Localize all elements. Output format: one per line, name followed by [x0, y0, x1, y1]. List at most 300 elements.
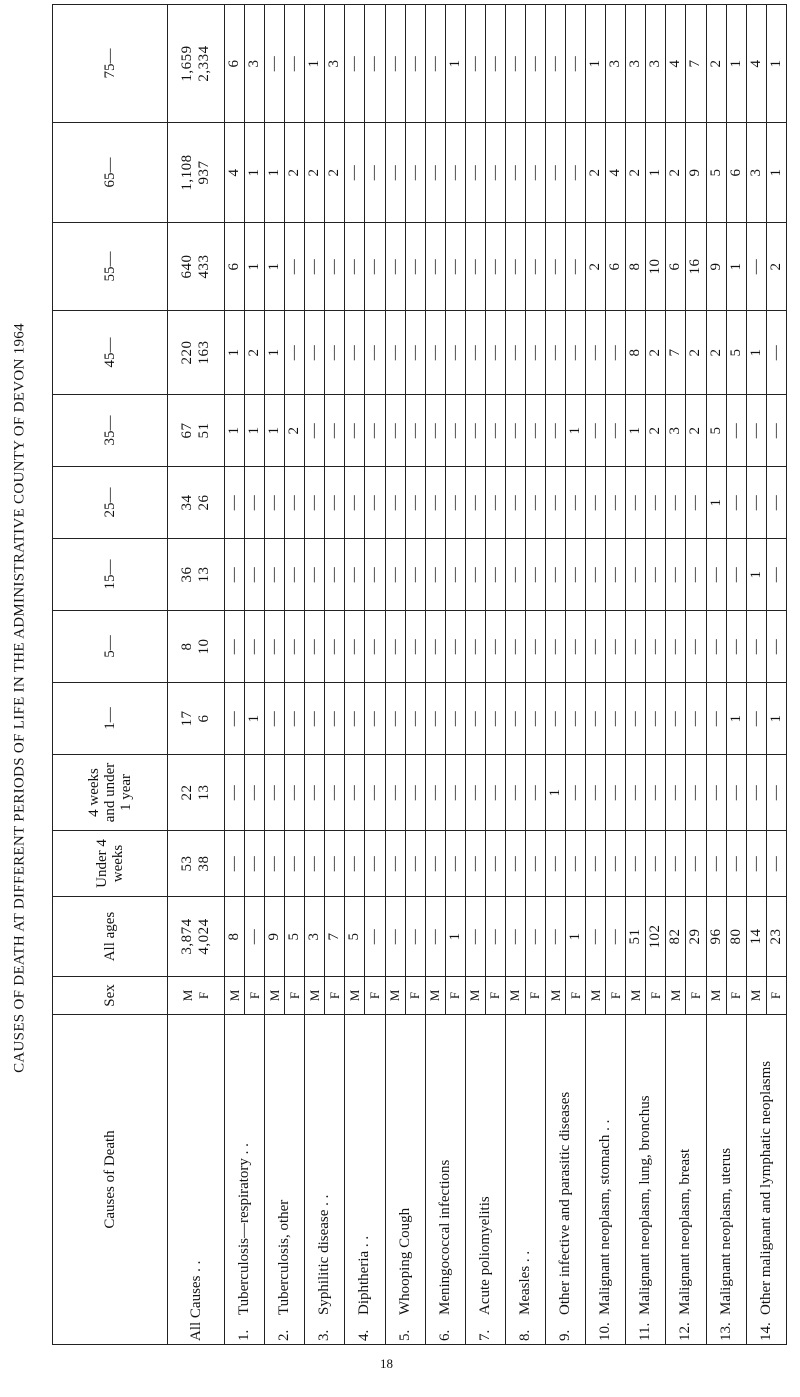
value-cell: 2 [586, 223, 606, 311]
value-cell: — [285, 755, 305, 831]
value-cell: — [405, 683, 425, 755]
value-f: 433 [196, 254, 212, 279]
value-cell: — [606, 755, 626, 831]
value-cell: 2 [245, 311, 265, 395]
page-number: 18 [380, 1356, 393, 1371]
value-cell: — [566, 755, 586, 831]
value-cell: — [546, 311, 566, 395]
cause-name: Measles . . [516, 1250, 533, 1315]
value-cell: — [405, 311, 425, 395]
value-cell: — [566, 611, 586, 683]
value-cell: — [325, 683, 345, 755]
value-cell: — [325, 755, 345, 831]
value-cell: 23 [766, 897, 786, 977]
page-title: CAUSES OF DEATH AT DIFFERENT PERIODS OF LIFE IN THE ADMINISTRATIVE COUNTY OF DEVON 1964 [11, 323, 28, 1073]
value-cell: — [606, 831, 626, 897]
value-cell: — [285, 5, 305, 123]
value-cell: — [425, 467, 445, 539]
sex-cell: F [365, 977, 385, 1015]
value-cell: 14 [746, 897, 766, 977]
table-row [706, 5, 726, 1345]
value-cell: — [405, 123, 425, 223]
col-header-age-15: 15— [53, 539, 168, 611]
value-cell: — [686, 467, 706, 539]
value-cell: — [546, 395, 566, 467]
value-cell: — [666, 755, 686, 831]
value-cell: — [485, 5, 505, 123]
col-header-age-45: 45— [53, 311, 168, 395]
cause-label [746, 1015, 786, 1345]
value-cell: — [746, 223, 766, 311]
value-cell: — [525, 683, 545, 755]
value-cell: — [225, 611, 245, 683]
value-cell: — [766, 467, 786, 539]
sex-cell: M [305, 977, 325, 1015]
value-cell: — [345, 123, 365, 223]
cause-number: 10. [597, 1322, 614, 1341]
cause-label [225, 1015, 265, 1345]
value-cell: — [586, 611, 606, 683]
value-cell: — [245, 755, 265, 831]
value-cell: — [225, 539, 245, 611]
value-cell: — [285, 611, 305, 683]
page-title-block [0, 0, 40, 1397]
sex-cell: M [385, 977, 405, 1015]
cause-label [666, 1015, 706, 1345]
value-cell: — [465, 123, 485, 223]
value-m: 640 [179, 254, 195, 279]
sex-cell: F [606, 977, 626, 1015]
value-cell: 3 [646, 5, 666, 123]
value-cell: — [485, 467, 505, 539]
value-cell: 1 [265, 311, 285, 395]
value-cell: — [485, 223, 505, 311]
value-cell: — [726, 467, 746, 539]
cause-name: Tuberculosis—respiratory . . [236, 1143, 253, 1315]
value-cell: — [265, 755, 285, 831]
cause-number: 1. [236, 1329, 253, 1341]
value-cell: 2 [706, 311, 726, 395]
sex-cell: F [245, 977, 265, 1015]
value-cell: — [606, 611, 626, 683]
value-cell: — [766, 395, 786, 467]
value-cell: 1 [746, 539, 766, 611]
value-cell: 2 [666, 123, 686, 223]
value-cell: — [606, 897, 626, 977]
value-cell: — [646, 467, 666, 539]
value-cell: 1 [766, 683, 786, 755]
value-cell: — [566, 539, 586, 611]
value-cell: — [265, 611, 285, 683]
value-cell: — [345, 683, 365, 755]
value-cell: — [525, 831, 545, 897]
sex-cell: F [766, 977, 786, 1015]
value-cell: — [505, 467, 525, 539]
value-cell [168, 683, 225, 755]
value-cell: — [245, 467, 265, 539]
value-cell [168, 123, 225, 223]
value-cell: — [405, 467, 425, 539]
value-cell: — [365, 611, 385, 683]
value-cell: — [405, 611, 425, 683]
value-cell: 102 [646, 897, 666, 977]
value-cell: — [445, 311, 465, 395]
sex-cell: M [225, 977, 245, 1015]
table-row [546, 5, 566, 1345]
value-cell: — [646, 683, 666, 755]
value-cell: — [465, 831, 485, 897]
value-cell: 1 [225, 395, 245, 467]
value-cell: — [706, 683, 726, 755]
value-cell: — [365, 223, 385, 311]
value-cell: — [566, 683, 586, 755]
value-cell: — [465, 223, 485, 311]
cause-number: 3. [316, 1329, 333, 1341]
value-cell: — [586, 539, 606, 611]
value-cell: — [546, 683, 566, 755]
value-cell: 2 [285, 123, 305, 223]
value-cell: 1 [265, 123, 285, 223]
table-row [626, 5, 646, 1345]
all-causes-row [168, 5, 225, 1345]
value-f: 26 [196, 494, 212, 511]
cause-label [305, 1015, 345, 1345]
value-cell: 5 [706, 395, 726, 467]
cause-label [626, 1015, 666, 1345]
value-cell: — [425, 831, 445, 897]
cause-label [706, 1015, 746, 1345]
value-cell: — [485, 123, 505, 223]
value-cell: 2 [706, 5, 726, 123]
value-cell: — [586, 395, 606, 467]
value-cell: — [265, 683, 285, 755]
value-cell: — [606, 467, 626, 539]
value-cell: — [666, 539, 686, 611]
col-header-4-weeks-1-year: 4 weeks and under 1 year [53, 755, 168, 831]
value-cell [168, 467, 225, 539]
value-cell: — [385, 223, 405, 311]
cause-name: Other infective and parasitic diseases [557, 1091, 574, 1315]
mortality-table-rotated [52, 5, 787, 1345]
value-cell: 2 [686, 311, 706, 395]
value-cell: — [746, 831, 766, 897]
value-cell: — [505, 311, 525, 395]
value-cell: — [485, 755, 505, 831]
value-cell: — [546, 539, 566, 611]
value-f: 2,334 [196, 45, 212, 82]
value-cell: — [385, 467, 405, 539]
value-cell: — [465, 311, 485, 395]
value-cell: 2 [766, 223, 786, 311]
value-cell: — [305, 683, 325, 755]
value-cell: — [546, 5, 566, 123]
table-row [385, 5, 405, 1345]
value-cell: — [225, 755, 245, 831]
value-cell: 3 [746, 123, 766, 223]
value-cell: 51 [626, 897, 646, 977]
value-cell: — [606, 311, 626, 395]
value-cell: — [586, 683, 606, 755]
value-cell [168, 223, 225, 311]
value-cell: — [485, 311, 505, 395]
table-row [586, 5, 606, 1345]
value-cell: 80 [726, 897, 746, 977]
value-cell: 8 [626, 311, 646, 395]
sex-cell: M [345, 977, 365, 1015]
value-cell: 29 [686, 897, 706, 977]
value-cell: — [305, 611, 325, 683]
header-row [53, 5, 168, 1345]
value-cell: 1 [766, 123, 786, 223]
value-m: 22 [179, 784, 195, 801]
value-f: 38 [196, 855, 212, 872]
mortality-table [52, 4, 787, 1345]
value-cell: — [385, 831, 405, 897]
value-cell: — [425, 755, 445, 831]
value-cell: — [425, 611, 445, 683]
value-cell: — [586, 831, 606, 897]
value-cell: 9 [265, 897, 285, 977]
cause-name: Malignant neoplasm, uterus [717, 1147, 734, 1315]
value-f: 13 [196, 566, 212, 583]
value-cell: — [345, 223, 365, 311]
value-cell: 1 [726, 683, 746, 755]
value-cell: — [385, 683, 405, 755]
value-cell: — [285, 223, 305, 311]
value-cell: — [525, 123, 545, 223]
value-cell: 1 [245, 223, 265, 311]
value-cell: 1 [706, 467, 726, 539]
value-cell: — [385, 123, 405, 223]
value-cell: — [746, 395, 766, 467]
cause-number: 14. [757, 1322, 774, 1341]
value-cell: 4 [666, 5, 686, 123]
value-cell: — [345, 467, 365, 539]
value-cell: — [445, 611, 465, 683]
sex-cell: F [405, 977, 425, 1015]
value-cell: — [566, 311, 586, 395]
value-cell: — [425, 683, 445, 755]
sex-cell: M [746, 977, 766, 1015]
value-cell: — [525, 755, 545, 831]
value-cell: — [626, 683, 646, 755]
value-cell: 1 [746, 311, 766, 395]
value-cell: 2 [586, 123, 606, 223]
value-cell: — [525, 467, 545, 539]
cause-name: Whooping Cough [396, 1207, 413, 1315]
value-cell: — [445, 755, 465, 831]
value-cell: — [405, 223, 425, 311]
value-cell: — [666, 683, 686, 755]
value-cell: — [425, 223, 445, 311]
value-cell: — [225, 683, 245, 755]
table-row [505, 5, 525, 1345]
value-cell: — [325, 611, 345, 683]
value-cell: 10 [646, 223, 666, 311]
value-cell: — [485, 611, 505, 683]
table-row [305, 5, 325, 1345]
value-cell [168, 611, 225, 683]
cause-name: Malignant neoplasm, stomach . . [597, 1119, 614, 1315]
col-header-all-ages: All ages [53, 897, 168, 977]
value-cell: — [546, 467, 566, 539]
value-cell: 4 [606, 123, 626, 223]
value-cell: — [425, 123, 445, 223]
value-cell: — [405, 755, 425, 831]
cause-label [425, 1015, 465, 1345]
table-body [168, 5, 787, 1345]
value-f: 937 [196, 160, 212, 185]
value-m: 220 [179, 340, 195, 365]
value-cell: — [706, 539, 726, 611]
value-cell: 1 [305, 5, 325, 123]
value-m: 53 [179, 855, 195, 872]
value-cell [168, 5, 225, 123]
value-cell: 8 [626, 223, 646, 311]
value-cell: — [626, 831, 646, 897]
value-cell: 1 [566, 897, 586, 977]
col-header-cause: Causes of Death [53, 1015, 168, 1345]
sex-cell: M [505, 977, 525, 1015]
value-cell: — [686, 755, 706, 831]
value-cell: 2 [646, 311, 666, 395]
value-cell: — [746, 611, 766, 683]
value-cell: — [325, 311, 345, 395]
value-cell: — [405, 831, 425, 897]
value-f: 163 [196, 340, 212, 365]
value-cell: — [505, 831, 525, 897]
value-cell: — [485, 395, 505, 467]
value-m: 17 [179, 710, 195, 727]
value-cell: — [465, 755, 485, 831]
value-cell: — [485, 831, 505, 897]
col-header-age-25: 25— [53, 467, 168, 539]
value-cell: — [425, 897, 445, 977]
cause-name: Tuberculosis, other [276, 1199, 293, 1315]
value-cell: — [345, 395, 365, 467]
value-cell: — [365, 755, 385, 831]
value-f: 6 [196, 714, 212, 723]
value-m: 1,108 [179, 154, 195, 191]
value-cell: — [265, 831, 285, 897]
value-cell [168, 311, 225, 395]
value-cell: — [746, 683, 766, 755]
value-cell: 2 [285, 395, 305, 467]
value-cell: — [285, 311, 305, 395]
value-cell: 16 [686, 223, 706, 311]
value-cell: 1 [546, 755, 566, 831]
value-cell: 1 [265, 223, 285, 311]
value-cell: — [285, 539, 305, 611]
value-cell: — [686, 683, 706, 755]
value-cell: — [566, 467, 586, 539]
value-cell: — [365, 539, 385, 611]
col-header-under-4-weeks: Under 4 weeks [53, 831, 168, 897]
value-cell: 1 [566, 395, 586, 467]
value-cell: — [345, 5, 365, 123]
value-cell: — [405, 395, 425, 467]
value-cell: — [726, 539, 746, 611]
value-cell: 1 [726, 223, 746, 311]
value-m: 36 [179, 566, 195, 583]
value-cell: — [646, 755, 666, 831]
value-cell: 1 [626, 395, 646, 467]
value-cell: — [766, 611, 786, 683]
value-cell: — [465, 683, 485, 755]
value-cell: — [465, 897, 485, 977]
value-cell [168, 897, 225, 977]
value-cell: — [465, 5, 485, 123]
value-cell: — [626, 611, 646, 683]
value-cell: — [305, 223, 325, 311]
value-cell: — [345, 755, 365, 831]
value-cell: — [245, 611, 265, 683]
col-header-age-5: 5— [53, 611, 168, 683]
value-cell: 6 [606, 223, 626, 311]
value-cell: — [245, 897, 265, 977]
value-cell: 6 [225, 5, 245, 123]
table-row [265, 5, 285, 1345]
value-cell: — [566, 831, 586, 897]
value-cell: — [505, 683, 525, 755]
value-cell: — [385, 311, 405, 395]
value-cell: — [365, 831, 385, 897]
value-cell: — [566, 123, 586, 223]
value-cell: — [345, 831, 365, 897]
cause-name: Diphtheria . . [356, 1235, 373, 1315]
value-cell: — [445, 223, 465, 311]
value-cell: 7 [666, 311, 686, 395]
value-cell: — [345, 311, 365, 395]
value-cell: — [586, 755, 606, 831]
value-cell: — [485, 539, 505, 611]
value-cell: — [305, 395, 325, 467]
value-cell: 9 [686, 123, 706, 223]
value-cell: — [265, 539, 285, 611]
value-cell: — [546, 897, 566, 977]
value-cell: — [305, 467, 325, 539]
value-cell: — [265, 467, 285, 539]
value-cell: 3 [245, 5, 265, 123]
value-cell: — [666, 611, 686, 683]
cause-name: Other malignant and lymphatic neoplasms [757, 1060, 774, 1315]
col-header-age-65: 65— [53, 123, 168, 223]
sex-cell: M [465, 977, 485, 1015]
value-cell: — [365, 897, 385, 977]
value-cell: — [385, 539, 405, 611]
value-cell: — [505, 539, 525, 611]
value-cell: 1 [245, 683, 265, 755]
value-cell: — [445, 539, 465, 611]
value-cell: — [305, 311, 325, 395]
value-m: 8 [179, 642, 195, 651]
value-cell: 1 [726, 5, 746, 123]
value-cell: — [425, 5, 445, 123]
value-cell: — [525, 611, 545, 683]
value-f: 13 [196, 784, 212, 801]
value-cell: 1 [245, 123, 265, 223]
value-cell: — [385, 897, 405, 977]
value-cell [168, 539, 225, 611]
value-cell: 2 [305, 123, 325, 223]
value-cell: — [245, 831, 265, 897]
value-cell: 7 [325, 897, 345, 977]
value-cell: — [365, 467, 385, 539]
value-cell: 3 [325, 5, 345, 123]
sex-f: F [196, 991, 211, 1000]
value-cell: 2 [686, 395, 706, 467]
value-cell: — [706, 831, 726, 897]
